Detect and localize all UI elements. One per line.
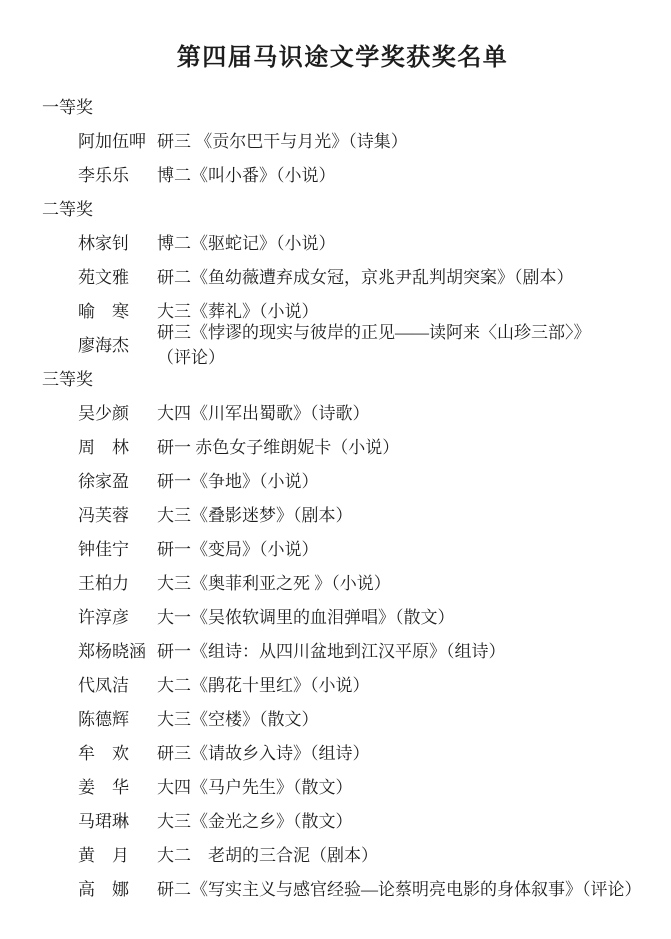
award-entry (42, 462, 643, 496)
work-genre: （散文） (259, 709, 319, 729)
winner-grade: 大二 (157, 675, 191, 695)
work-genre: （小说） (276, 165, 336, 185)
winner-name: 周 林 (78, 437, 129, 457)
winner-name: 郑杨晓涵 (78, 641, 146, 661)
winner-grade: 大三 (157, 709, 191, 729)
award-entry (42, 156, 643, 190)
award-entry (42, 564, 643, 598)
award-entry (42, 496, 643, 530)
winner-grade: 研三 (157, 131, 191, 151)
award-entry (42, 598, 643, 632)
winner-grade: 大三 (157, 301, 191, 321)
award-list (42, 88, 643, 904)
work-title: 《吴侬软调里的血泪弹唱》 (191, 607, 395, 627)
award-entry (42, 530, 643, 564)
winner-grade: 研一 (157, 437, 191, 457)
winner-name: 陈德辉 (78, 709, 129, 729)
winner-name: 黄 月 (78, 845, 129, 865)
award-entry (42, 632, 643, 666)
work-title: 《贡尔巴干与月光》 (191, 131, 349, 151)
award-entry (42, 700, 643, 734)
award-entry (42, 802, 643, 836)
winner-name: 牟 欢 (78, 743, 129, 763)
entry-detail (157, 705, 319, 730)
section-label: 二等奖 (42, 199, 93, 219)
winner-grade: 研二 (157, 879, 191, 899)
winner-name: 李乐乐 (78, 165, 129, 185)
work-genre: （小说） (259, 471, 319, 491)
winner-grade: 大四 (157, 403, 191, 423)
work-genre: （组诗） (446, 641, 506, 661)
award-entry (42, 734, 643, 768)
winner-name: 苑文雅 (78, 267, 129, 287)
winner-grade: 大二 (157, 845, 191, 865)
winner-name: 钟佳宁 (78, 539, 129, 559)
winner-grade: 研一 (157, 641, 191, 661)
entry-detail (157, 263, 574, 288)
work-genre: （小说） (259, 539, 319, 559)
work-genre: （诗集） (348, 131, 408, 151)
work-genre: （小说） (331, 437, 400, 457)
work-genre: （小说） (331, 573, 391, 593)
winner-name: 王柏力 (78, 573, 129, 593)
work-title: 《川军出蜀歌》 (191, 403, 310, 423)
work-title: 《叠影迷梦》 (191, 505, 293, 525)
entry-detail (157, 807, 353, 832)
winner-name: 喻 寒 (78, 301, 129, 321)
work-title: 《组诗：从四川盆地到江汉平原》 (191, 641, 446, 661)
work-genre: （诗歌） (310, 403, 370, 423)
winner-grade: 研二 (157, 267, 191, 287)
award-entry (42, 394, 643, 428)
section-label: 三等奖 (42, 369, 93, 389)
award-entry (42, 323, 643, 367)
work-title: 赤色女子维朗妮卡 (191, 437, 332, 457)
winner-name: 姜 华 (78, 777, 129, 797)
entry-detail (157, 603, 455, 628)
winner-grade: 大一 (157, 607, 191, 627)
work-genre: （散文） (293, 777, 353, 797)
entry-detail (157, 127, 408, 152)
award-entry (42, 836, 643, 870)
award-entry (42, 258, 643, 292)
entry-detail (157, 875, 642, 900)
winner-grade: 研一 (157, 539, 191, 559)
work-genre: （评论） (582, 879, 642, 899)
work-genre: （评论） (157, 348, 225, 367)
work-genre: （散文） (395, 607, 455, 627)
work-genre: （散文） (293, 811, 353, 831)
entry-detail (157, 569, 391, 594)
winner-name: 马珺琳 (78, 811, 129, 831)
winner-name: 吴少颜 (78, 403, 129, 423)
award-entry (42, 224, 643, 258)
winner-name: 阿加伍呷 (78, 131, 146, 151)
work-title: 《奥菲利亚之死 》 (191, 573, 332, 593)
work-title: 《空楼》 (191, 709, 259, 729)
winner-grade: 大四 (157, 777, 191, 797)
work-genre: （小说） (276, 233, 336, 253)
work-genre: （组诗） (310, 743, 370, 763)
award-entry (42, 768, 643, 802)
work-title: 《马户先生》 (191, 777, 293, 797)
entry-detail (157, 671, 370, 696)
award-entry (42, 666, 643, 700)
work-title: 《变局》 (191, 539, 259, 559)
entry-detail (157, 637, 506, 662)
page-title: 第四届马识途文学奖获奖名单 (176, 45, 509, 71)
winner-name: 林家钊 (78, 233, 129, 253)
work-title: 《鹃花十里红》 (191, 675, 310, 695)
winner-grade: 研一 (157, 471, 191, 491)
work-title: 《葬礼》 (191, 301, 259, 321)
work-genre: （剧本） (293, 505, 353, 525)
winner-name: 徐家盈 (78, 471, 129, 491)
winner-grade: 研三 (157, 323, 191, 342)
award-entry (42, 428, 643, 462)
work-title: 《写实主义与感官经验—论蔡明亮电影的身体叙事》 (191, 879, 582, 899)
section-label: 一等奖 (42, 97, 93, 117)
work-genre: （剧本） (310, 845, 378, 865)
entry-detail (157, 229, 336, 254)
work-genre: （小说） (310, 675, 370, 695)
winner-name: 高 娜 (78, 879, 129, 899)
work-title: 老胡的三合泥 (191, 845, 310, 865)
winner-grade: 大三 (157, 505, 191, 525)
award-entry (42, 870, 643, 904)
winner-name: 冯芙蓉 (78, 505, 129, 525)
winner-grade: 大三 (157, 811, 191, 831)
winner-name: 廖海杰 (78, 335, 129, 355)
entry-detail (157, 161, 336, 186)
work-title: 《金光之乡》 (191, 811, 293, 831)
winner-name: 代凤洁 (78, 675, 129, 695)
winner-grade: 博二 (157, 165, 191, 185)
winner-grade: 大三 (157, 573, 191, 593)
entry-detail (157, 773, 353, 798)
entry-detail (157, 739, 370, 764)
work-title: 《争地》 (191, 471, 259, 491)
winner-grade: 研三 (157, 743, 191, 763)
work-title: 《叫小番》 (191, 165, 276, 185)
work-title: 《悖谬的现实与彼岸的正见——读阿来〈山珍三部〉》 (191, 323, 591, 342)
entry-detail (157, 318, 643, 368)
work-genre: （小说） (259, 301, 319, 321)
entry-detail (157, 433, 399, 458)
entry-detail (157, 841, 378, 866)
entry-detail (157, 467, 319, 492)
award-entry (42, 122, 643, 156)
work-title: 《鱼幼薇遭弃成女冠，京兆尹乱判胡突案》 (191, 267, 514, 287)
winner-grade: 博二 (157, 233, 191, 253)
work-title: 《请故乡入诗》 (191, 743, 310, 763)
entry-detail (157, 501, 353, 526)
work-title: 《驱蛇记》 (191, 233, 276, 253)
work-genre: （剧本） (514, 267, 574, 287)
entry-detail (157, 399, 370, 424)
entry-detail (157, 535, 319, 560)
winner-name: 许淳彦 (78, 607, 129, 627)
